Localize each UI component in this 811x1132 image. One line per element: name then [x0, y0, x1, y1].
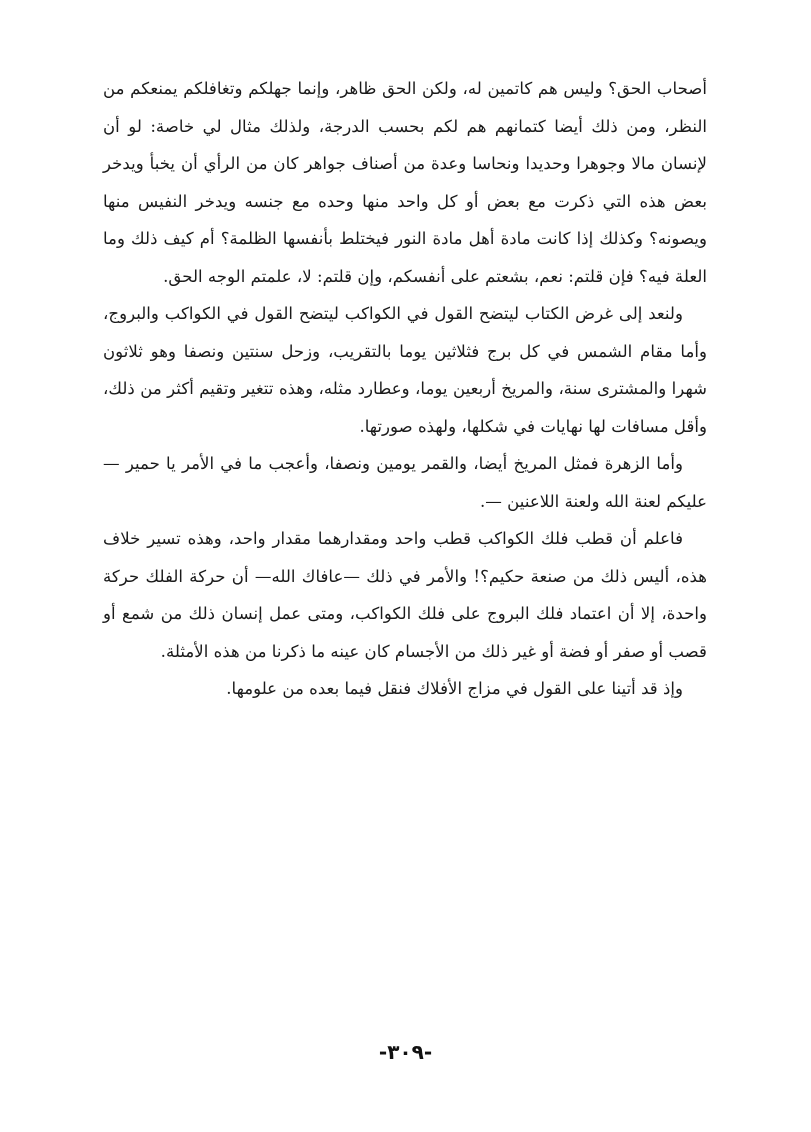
paragraph-1: أصحاب الحق؟ وليس هم كاتمين له، ولكن الحق ظاهر، وإنما جهلكم وتغافلكم يمنعكم من النظر، ومن ذلك أيضا كتمانهم هم لكم بحسب الدرجة، ولذلك مثال لي خاصة: لو أن لإنسان مالا وجوهرا وحديدا ونحاسا وعدة من أصناف جواهر كان من الرأي أن يخبأ ويدخر بعض هذه التي ذكرت مع بعض أو كل واحد منها وحده مع جنسه ويدخر النفيس منها ويصونه؟ وكذلك إذا كانت مادة أهل مادة النور فيختلط بأنفسها الظلمة؟ أم كيف ذلك وما العلة فيه؟ فإن قلتم: نعم، بشعتم على أنفسكم، وإن قلتم: لا، علمتم الوجه الحق.: [103, 79, 707, 286]
paragraph-2: ولنعد إلى غرض الكتاب ليتضح القول في الكواكب ليتضح القول في الكواكب والبروج، وأما مقام الشمس في كل برج فثلاثين يوما بالتقريب، وزحل سنتين ونصفا وهو ثلاثون شهرا والمشترى سنة، والمريخ أربعين يوما، وعطارد مثله، وهذه تتغير وتقيم أكثر من ذلك، وأقل مسافات لها نهايات في شكلها، ولهذه صورتها.: [103, 304, 707, 436]
page-number: -٣٠٩-: [378, 1040, 433, 1064]
paragraph-4: فاعلم أن قطب فلك الكواكب قطب واحد ومقدارهما مقدار واحد، وهذه تسير خلاف هذه، أليس ذلك من صنعة حكيم؟! والأمر في ذلك —عافاك الله— أن حركة الفلك حركة واحدة، إلا أن اعتماد فلك البروج على فلك الكواكب، ومتى عمل إنسان ذلك من شمع أو قصب أو صفر أو فضة أو غير ذلك من الأجسام كان عينه ما ذكرنا من هذه الأمثلة.: [103, 529, 707, 661]
body-text: [103, 70, 707, 708]
paragraph-3: وأما الزهرة فمثل المريخ أيضا، والقمر يومين ونصفا، وأعجب ما في الأمر يا حمير — عليكم لعنة الله ولعنة اللاعنين —.: [103, 454, 707, 511]
paragraph-5: وإذ قد أتينا على القول في مزاج الأفلاك فنقل فيما بعده من علومها.: [226, 679, 683, 698]
